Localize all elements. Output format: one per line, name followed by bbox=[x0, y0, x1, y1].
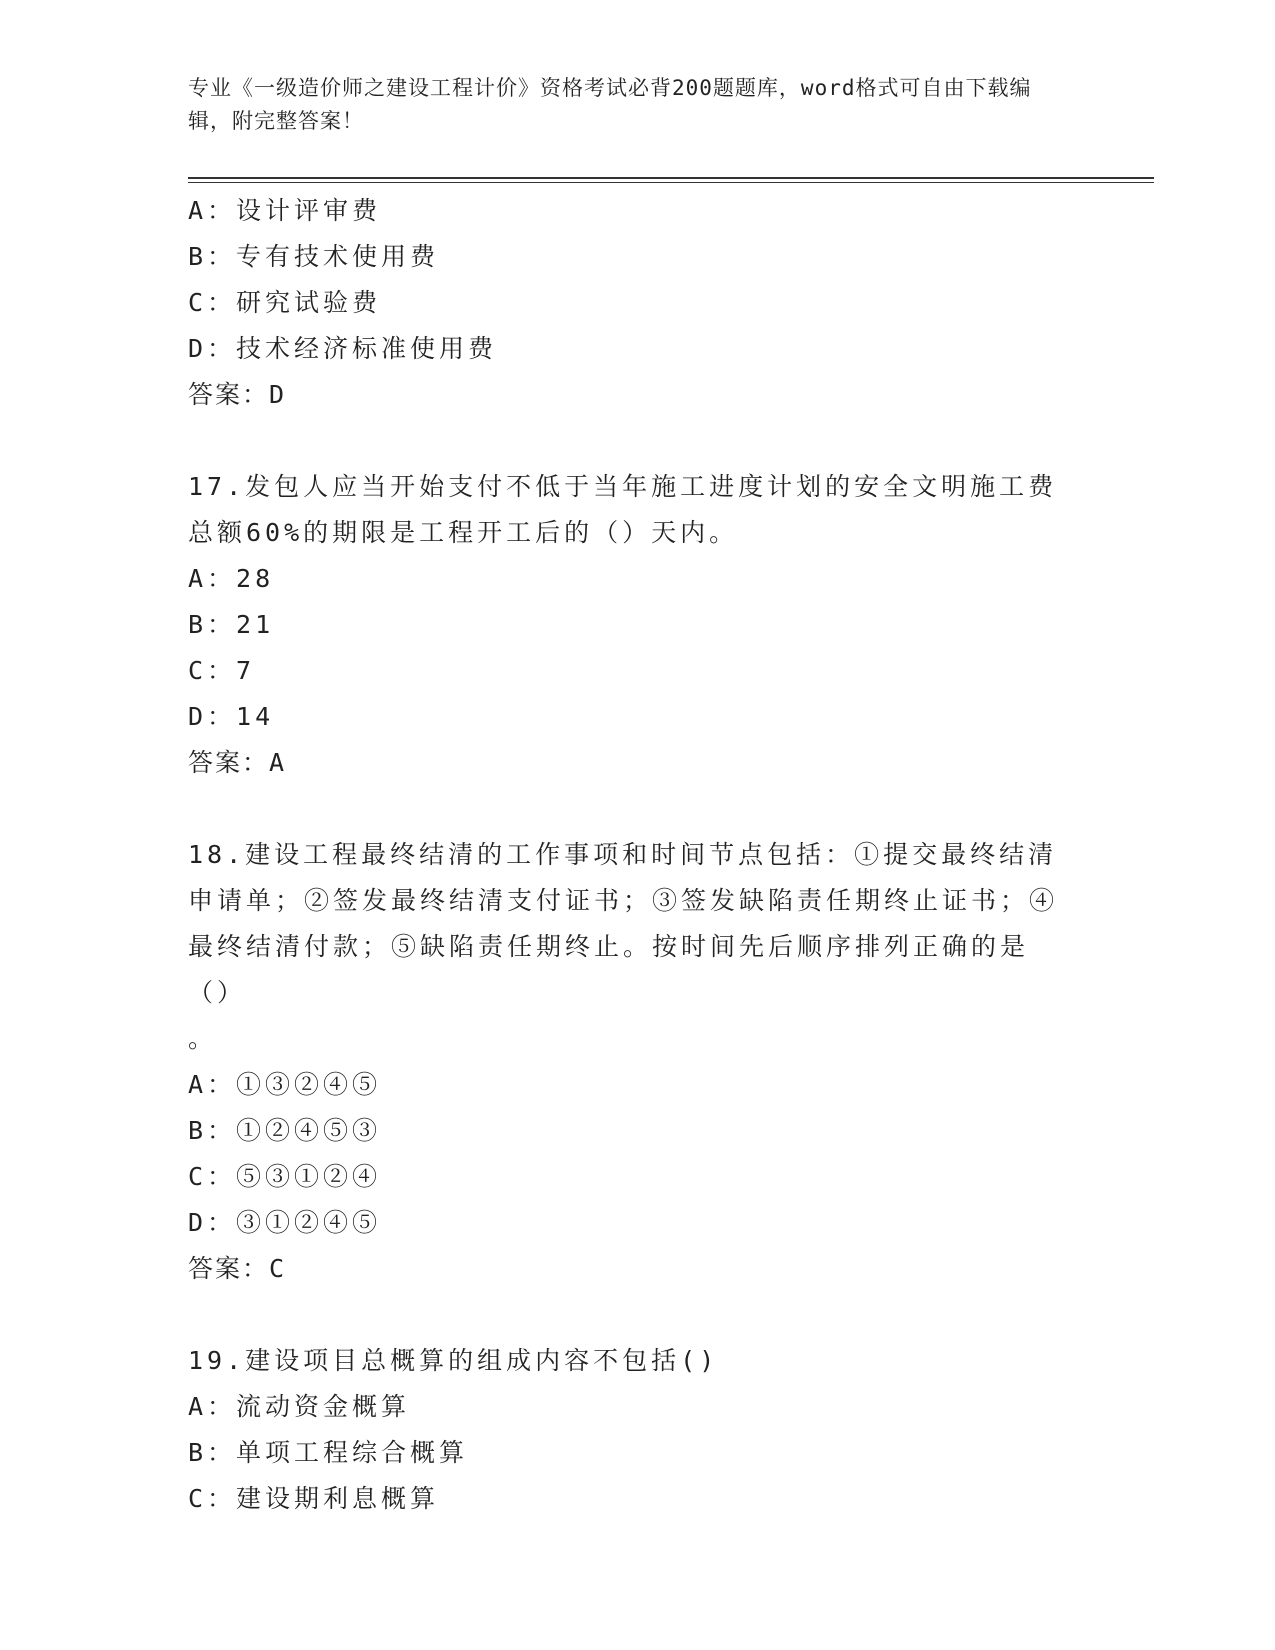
option-a: A：设计评审费 bbox=[188, 196, 382, 225]
question-19 bbox=[188, 1338, 1068, 1522]
question-stem-tail: 。 bbox=[188, 1024, 218, 1053]
option-a: A：28 bbox=[188, 564, 275, 593]
question-stem: 19.建设项目总概算的组成内容不包括() bbox=[188, 1346, 719, 1375]
option-c: C：建设期利息概算 bbox=[188, 1484, 440, 1513]
header-rule-thin bbox=[188, 182, 1154, 183]
answer: 答案：A bbox=[188, 748, 287, 777]
answer: 答案：D bbox=[188, 380, 287, 409]
option-d: D：③①②④⑤ bbox=[188, 1208, 382, 1237]
option-b: B：单项工程综合概算 bbox=[188, 1438, 469, 1467]
question-17 bbox=[188, 464, 1068, 786]
option-d: D：技术经济标准使用费 bbox=[188, 334, 498, 363]
option-a: A：①③②④⑤ bbox=[188, 1070, 382, 1099]
option-d: D：14 bbox=[188, 702, 275, 731]
option-b: B：①②④⑤③ bbox=[188, 1116, 382, 1145]
option-b: B：21 bbox=[188, 610, 275, 639]
question-18 bbox=[188, 832, 1068, 1292]
option-c: C：7 bbox=[188, 656, 256, 685]
option-b: B：专有技术使用费 bbox=[188, 242, 440, 271]
question-stem: 18.建设工程最终结清的工作事项和时间节点包括：①提交最终结清申请单；②签发最终结清支付证书；③签发缺陷责任期终止证书；④最终结清付款；⑤缺陷责任期终止。按时间先后顺序排列正确的是（） bbox=[188, 840, 1059, 1007]
answer: 答案：C bbox=[188, 1254, 287, 1283]
document-header: 专业《一级造价师之建设工程计价》资格考试必背200题题库，word格式可自由下载编辑，附完整答案！ bbox=[188, 76, 1032, 133]
option-a: A：流动资金概算 bbox=[188, 1392, 411, 1421]
question-spacer bbox=[188, 1292, 1068, 1338]
question-spacer bbox=[188, 786, 1068, 832]
question-spacer bbox=[188, 418, 1068, 464]
option-c: C：研究试验费 bbox=[188, 288, 382, 317]
document-body bbox=[188, 188, 1068, 1522]
question-stem: 17.发包人应当开始支付不低于当年施工进度计划的安全文明施工费总额60%的期限是工程开工后的（）天内。 bbox=[188, 472, 1058, 547]
question-16-fragment bbox=[188, 188, 1068, 418]
header-rule-thick bbox=[188, 177, 1154, 179]
option-c: C：⑤③①②④ bbox=[188, 1162, 382, 1191]
